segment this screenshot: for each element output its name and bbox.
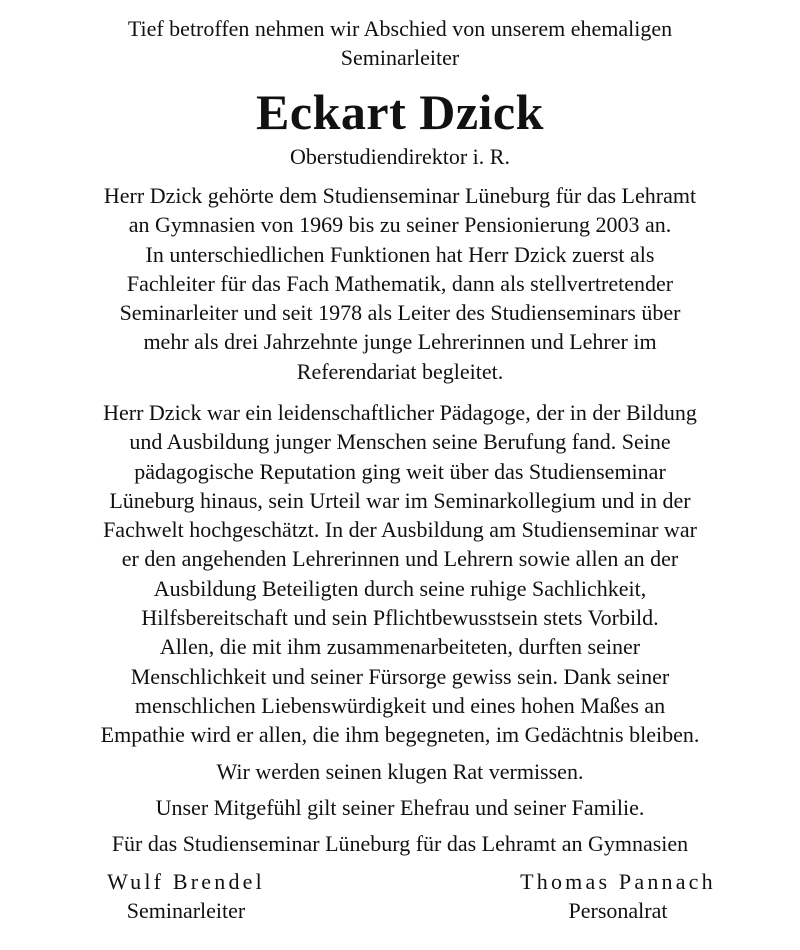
text-line: Lüneburg hinaus, sein Urteil war im Seminarkollegium und in der <box>109 487 691 513</box>
signatory-role: Seminarleiter <box>126 898 246 923</box>
text-line: pädagogische Reputation ging weit über das Studienseminar <box>134 458 666 484</box>
text-line: Herr Dzick gehörte dem Studienseminar Lüneburg für das Lehramt <box>103 183 697 208</box>
text-line: Herr Dzick war ein leidenschaftlicher Pädagoge, der in der Bildung <box>103 400 697 425</box>
text-line: menschlichen Liebenswürdigkeit und eines hohen Maßes an <box>134 692 666 718</box>
paragraph-career <box>0 181 800 386</box>
text-line: Ausbildung Beteiligten durch seine ruhige Sachlichkeit, <box>153 575 647 601</box>
text-line: Fachleiter für das Fach Mathematik, dann als stellvertretender <box>126 270 674 296</box>
text-line: Referendariat begleitet. <box>296 358 504 384</box>
intro-text <box>0 14 800 72</box>
signatory-name: Wulf Brendel <box>107 869 265 894</box>
text-line: an Gymnasien von 1969 bis zu seiner Pensionierung 2003 an. <box>128 212 672 238</box>
text-line: Seminarleiter und seit 1978 als Leiter des Studienseminars über <box>119 300 681 326</box>
text-line: Fachwelt hochgeschätzt. In der Ausbildung am Studienseminar war <box>103 517 697 543</box>
intro-line: Seminarleiter <box>340 45 460 70</box>
text-line: In unterschiedlichen Funktionen hat Herr Dzick zuerst als <box>145 241 655 267</box>
text-line: mehr als drei Jahrzehnte junge Lehrerinnen und Lehrer im <box>143 329 657 355</box>
paragraph-tribute <box>0 398 800 750</box>
closing-rat: Wir werden seinen klugen Rat vermissen. <box>216 759 584 784</box>
text-line: Allen, die mit ihm zusammenarbeiteten, durften seiner <box>159 634 641 660</box>
text-line: er den angehenden Lehrerinnen und Lehrern sowie allen an der <box>121 546 679 572</box>
deceased-name: Eckart Dzick <box>256 84 544 140</box>
signature-right <box>468 868 768 926</box>
signatory-role: Personalrat <box>568 898 668 923</box>
closing-condolence: Unser Mitgefühl gilt seiner Ehefrau und seiner Familie. <box>155 795 645 820</box>
institution-line: Für das Studienseminar Lüneburg für das Lehramt an Gymnasien <box>111 831 689 856</box>
text-line: Menschlichkeit und seiner Fürsorge gewiss sein. Dank seiner <box>130 663 670 689</box>
signatory-name: Thomas Pannach <box>520 869 716 894</box>
text-line: Empathie wird er allen, die ihm begegneten, im Gedächtnis bleiben. <box>100 722 700 748</box>
signature-left <box>36 868 336 926</box>
intro-line: Tief betroffen nehmen wir Abschied von unserem ehemaligen <box>127 16 673 41</box>
text-line: Hilfsbereitschaft und sein Pflichtbewusstsein stets Vorbild. <box>141 605 659 631</box>
text-line: und Ausbildung junger Menschen seine Berufung fand. Seine <box>129 429 671 455</box>
deceased-title: Oberstudiendirektor i. R. <box>290 144 510 169</box>
